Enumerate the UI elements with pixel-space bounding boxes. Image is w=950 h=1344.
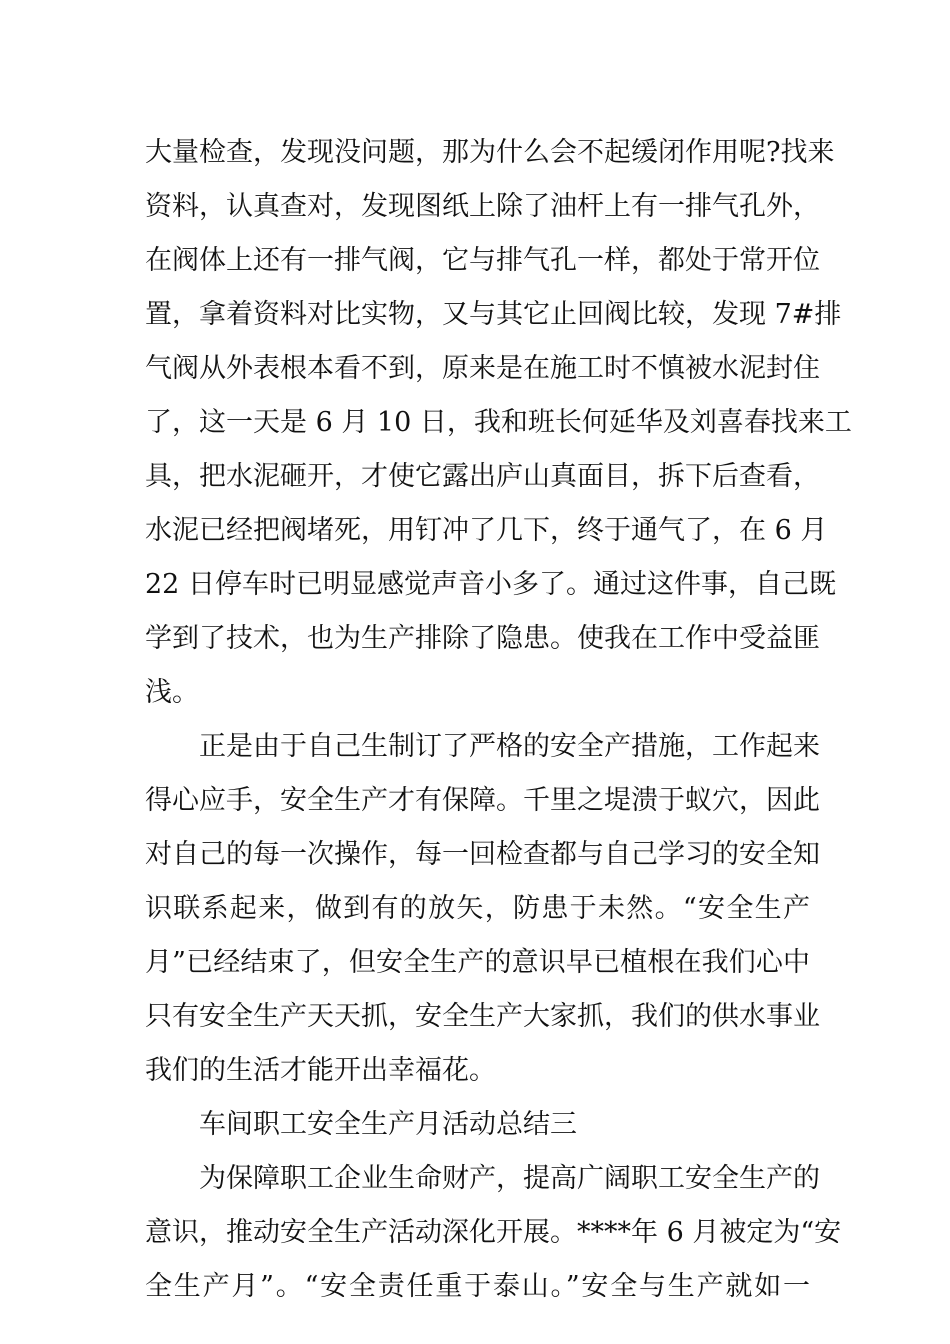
section-heading-text: 车间职工安全生产月活动总结三	[199, 1109, 577, 1140]
text-line: 浅。	[145, 677, 199, 708]
text-line: 意识，推动安全生产活动深化开展。****年 6 月被定为“安	[145, 1217, 842, 1248]
text-line: 在阀体上还有一排气阀，它与排气孔一样，都处于常开位	[145, 245, 820, 276]
text-line: 我们的生活才能开出幸福花。	[145, 1055, 496, 1086]
text-line: 只有安全生产天天抓，安全生产大家抓，我们的供水事业	[145, 1001, 820, 1032]
text-line: 大量检查，发现没问题，那为什么会不起缓闭作用呢?找来	[145, 137, 835, 168]
text-line: 了，这一天是 6 月 10 日，我和班长何延华及刘喜春找来工	[145, 407, 852, 438]
text-line: 识联系起来，做到有的放矢，防患于未然。“安全生产	[145, 893, 810, 924]
text-line: 学到了技术，也为生产排除了隐患。使我在工作中受益匪	[145, 623, 820, 654]
text-line: 月”已经结束了，但安全生产的意识早已植根在我们心中	[145, 947, 810, 978]
text-line: 具，把水泥砸开，才使它露出庐山真面目，拆下后查看，	[145, 461, 820, 492]
text-line: 22 日停车时已明显感觉声音小多了。通过这件事，自己既	[145, 569, 836, 600]
text-line: 气阀从外表根本看不到，原来是在施工时不慎被水泥封住	[145, 353, 820, 384]
text-line: 全生产月”。“安全责任重于泰山。”安全与生产就如一	[145, 1271, 810, 1302]
text-line: 对自己的每一次操作，每一回检查都与自己学习的安全知	[145, 839, 820, 870]
text-line: 正是由于自己生制订了严格的安全产措施，工作起来	[199, 731, 820, 762]
text-line: 水泥已经把阀堵死，用钉冲了几下，终于通气了，在 6 月	[145, 515, 828, 546]
text-line: 置，拿着资料对比实物，又与其它止回阀比较，发现 7#排	[145, 299, 842, 330]
text-line: 资料，认真查对，发现图纸上除了油杆上有一排气孔外，	[145, 191, 820, 222]
text-line: 得心应手，安全生产才有保障。千里之堤溃于蚁穴，因此	[145, 785, 820, 816]
text-line: 为保障职工企业生命财产，提高广阔职工安全生产的	[199, 1163, 820, 1194]
